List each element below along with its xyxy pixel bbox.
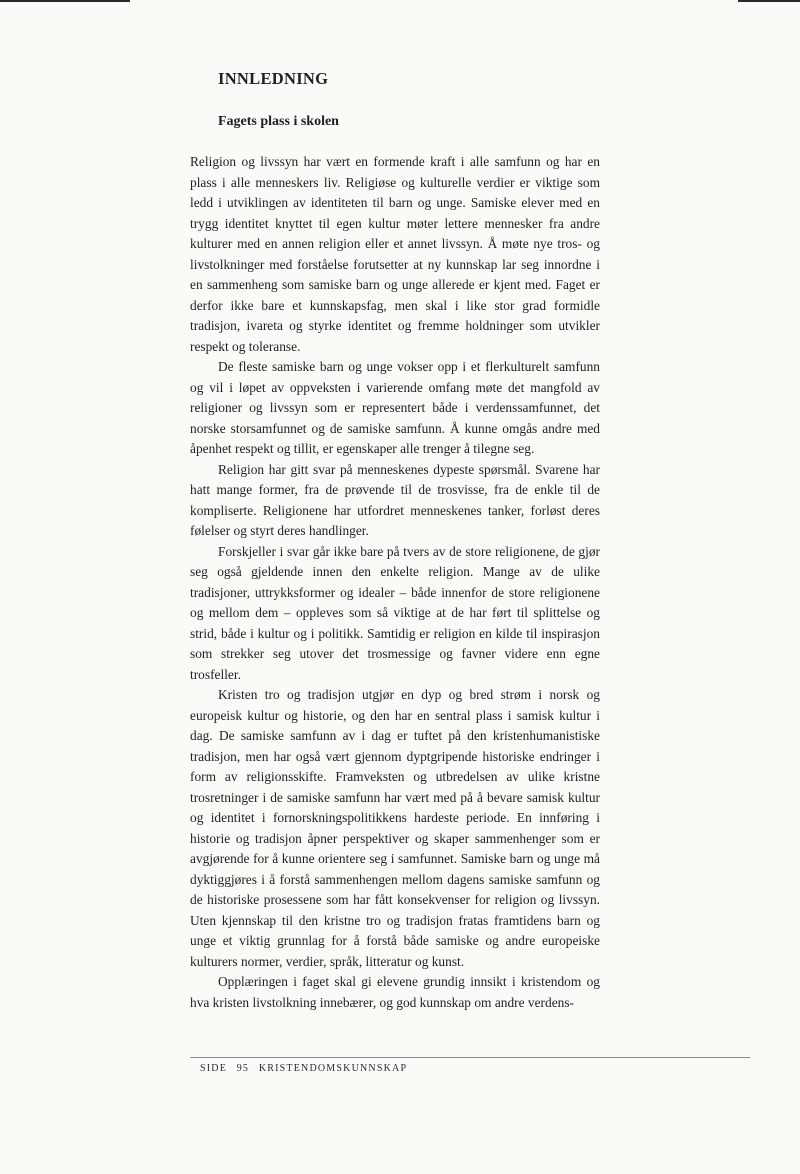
footer-page-number: 95 xyxy=(236,1063,250,1074)
footer-side-label: SIDE xyxy=(200,1063,228,1074)
paragraph: Religion og livssyn har vært en formende kraft i alle samfunn og har en plass i alle menneskers liv. Religiøse og kulturelle verdier er viktige som ledd i utviklingen av identiteten til barn og unge. Samiske elever med en trygg identitet knyttet til egen kultur møter lettere mennesker fra andre kulturer med en annen religion eller et annet livssyn. Å møte nye tros- og livstolkninger med forståelse forutsetter at ny kunnskap lar seg innordne i en sammenheng som samiske barn og unge allerede er kjent med. Faget er derfor ikke bare et kunnskapsfag, men skal i like stor grad formidle tradisjon, ivareta og styrke identitet og fremme holdninger som utvikler respekt og toleranse. xyxy=(190,154,600,354)
top-edge-rule-left xyxy=(0,0,130,2)
chapter-title: INNLEDNING xyxy=(218,69,329,88)
footer-divider xyxy=(190,1057,750,1058)
page-footer xyxy=(200,1063,407,1074)
body-text xyxy=(190,152,600,1013)
footer-subject: KRISTENDOMSKUNNSKAP xyxy=(258,1063,408,1074)
paragraph: Forskjeller i svar går ikke bare på tvers av de store religionene, de gjør seg også gjeldende innen den enkelte religion. Mange av de ulike tradisjoner, uttrykksformer og idealer – både innenfor de store religionene og mellom dem – oppleves som så viktige at de har ført til splittelse og strid, både i kultur og i politikk. Samtidig er religion en kilde til inspirasjon som strekker seg utover det trosmessige og favner videre enn egne trosfeller. xyxy=(190,543,600,682)
paragraph: Opplæringen i faget skal gi elevene grundig innsikt i kristendom og hva kristen livstolkning innebærer, og god kunnskap om andre verdens- xyxy=(190,974,600,1010)
top-edge-rule-right xyxy=(738,0,800,2)
page-content xyxy=(190,68,600,1013)
section-title: Fagets plass i skolen xyxy=(218,114,339,129)
paragraph: De fleste samiske barn og unge vokser opp i et flerkulturelt samfunn og vil i løpet av oppveksten i varierende omfang møte det mangfold av religioner og livssyn som er representert både i verdenssamfunnet, det norske storsamfunnet og de samiske samfunn. Å kunne omgås andre med åpenhet respekt og tillit, er egenskaper alle trenger å tilegne seg. xyxy=(190,359,600,456)
paragraph: Kristen tro og tradisjon utgjør en dyp og bred strøm i norsk og europeisk kultur og historie, og den har en sentral plass i samisk kultur i dag. De samiske samfunn av i dag er tuftet på den kristenhumanistiske tradisjon, men har også vært gjennom dyptgripende historiske endringer i form av religionsskifte. Framveksten og utbredelsen av ulike kristne trosretninger i de samiske samfunn har vært med på å bevare samisk kultur og identitet i fornorskningspolitikkens hardeste periode. En innføring i historie og tradisjon åpner perspektiver og skaper sammenhenger som er avgjørende for å kunne orientere seg i samfunnet. Samiske barn og unge må dyktiggjøres i å forstå sammenhengen mellom dagens samiske samfunn og de historiske prosessene som har fått konsekvenser for religion og livssyn. Uten kjennskap til den kristne tro og tradisjon fratas framtidens barn og unge et viktig grunnlag for å forstå både samiske og andre europeiske kulturers normer, verdier, språk, litteratur og kunst. xyxy=(190,687,600,969)
paragraph: Religion har gitt svar på menneskenes dypeste spørsmål. Svarene har hatt mange former, fra de prøvende til de trosvisse, fra de enkle til de kompliserte. Religionene har utfordret menneskenes tanker, forløst deres følelser og styrt deres handlinger. xyxy=(190,461,600,538)
